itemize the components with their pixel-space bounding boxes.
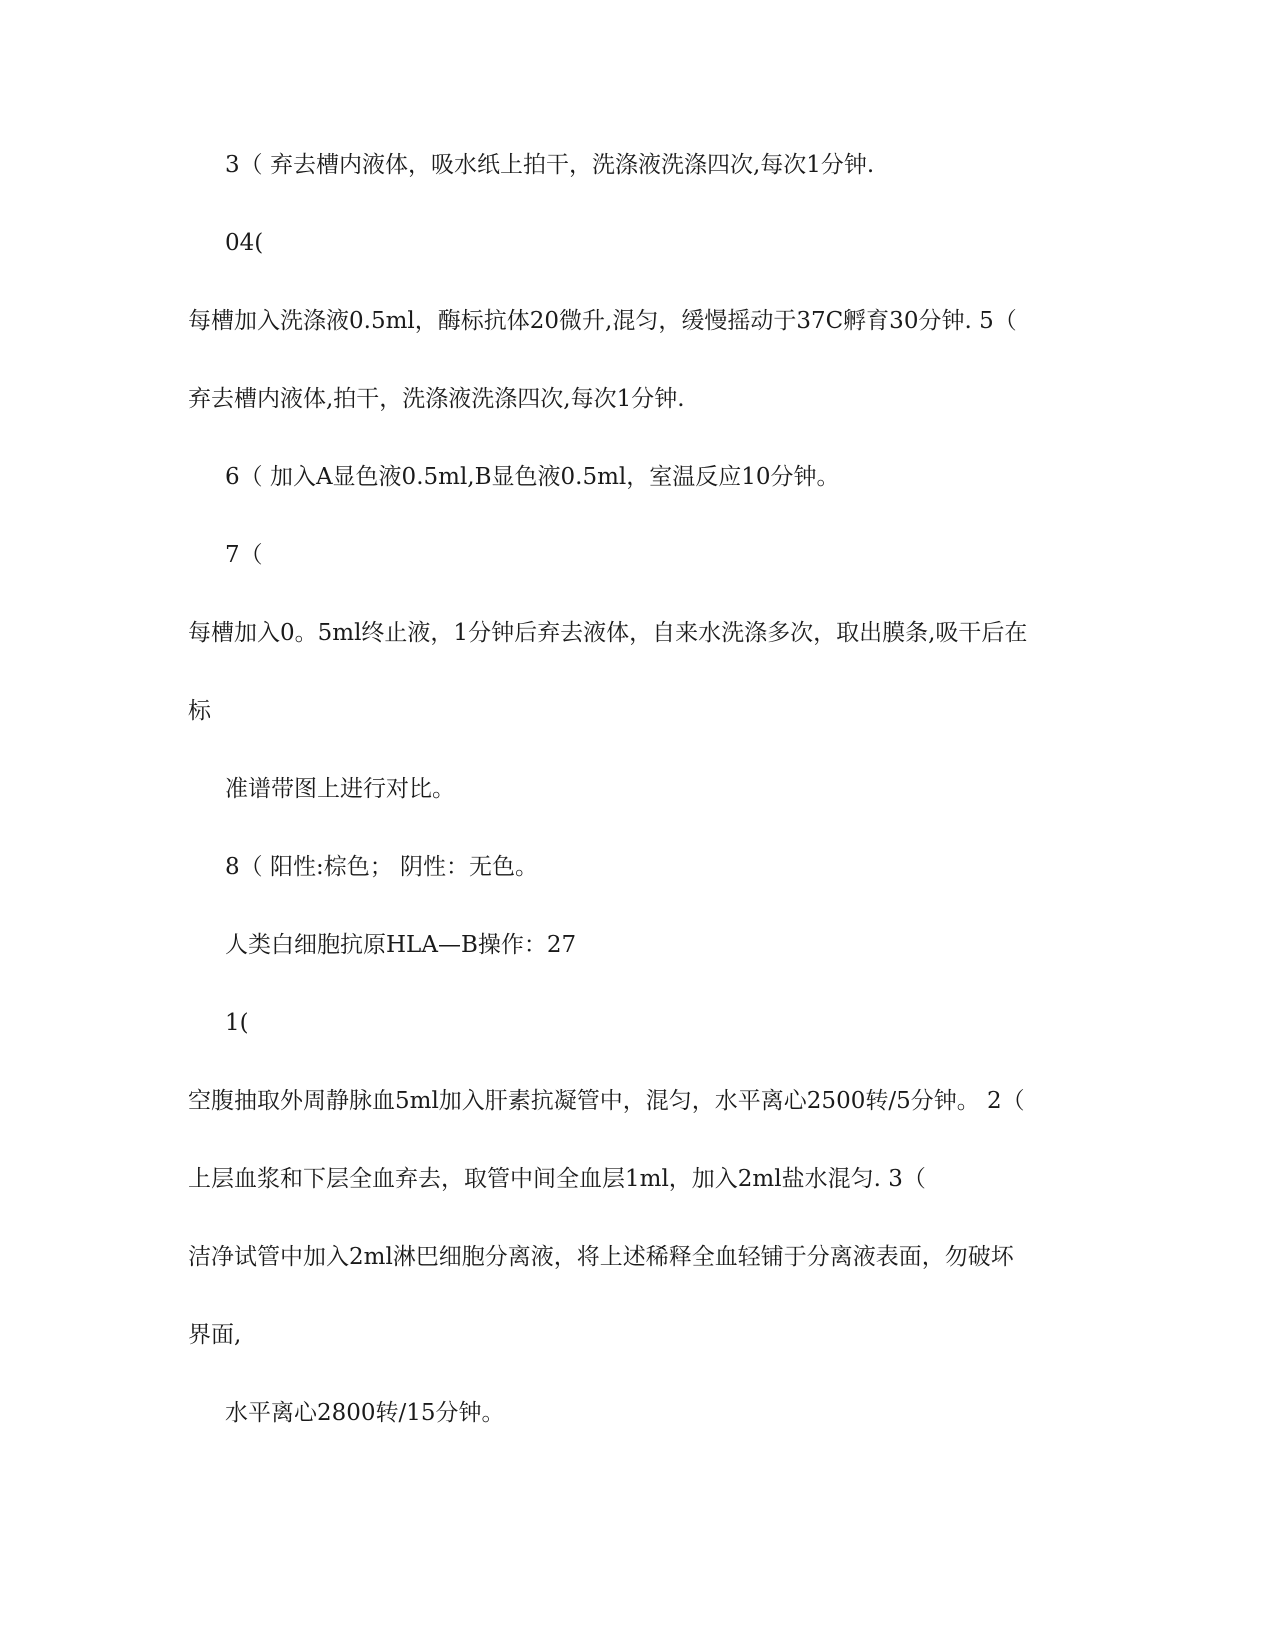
text-line-hla-step-3-continued: 水平离心2800转/15分钟。 <box>225 1400 505 1426</box>
text-line-hla-step-1-number: 1( <box>225 1010 249 1036</box>
text-line-hla-step-2-body: 上层血浆和下层全血弃去，取管中间全血层1ml，加入2ml盐水混匀. 3（ <box>188 1166 926 1192</box>
text-line-hla-step-3-wrap: 界面, <box>188 1322 242 1348</box>
text-line-step-3-wash: 3（ 弃去槽内液体，吸水纸上拍干，洗涤液洗涤四次,每次1分钟. <box>225 152 875 178</box>
text-line-step-7-body: 每槽加入0。5ml终止液，1分钟后弃去液体，自来水洗涤多次，取出膜条,吸干后在 <box>188 620 1028 646</box>
text-line-step-7-continued: 准谱带图上进行对比。 <box>225 776 455 802</box>
text-line-step-7-wrap: 标 <box>188 698 211 724</box>
text-line-step-7-number: 7（ <box>225 542 263 568</box>
text-line-step-5-body: 弃去槽内液体,拍干，洗涤液洗涤四次,每次1分钟. <box>188 386 685 412</box>
text-line-step-8-result: 8（ 阳性:棕色； 阴性：无色。 <box>225 854 539 880</box>
text-line-hla-step-3-body: 洁净试管中加入2ml淋巴细胞分离液，将上述稀释全血轻铺于分离液表面，勿破坏 <box>188 1244 1014 1270</box>
text-line-step-4-body: 每槽加入洗涤液0.5ml，酶标抗体20微升,混匀，缓慢摇动于37C孵育30分钟. 5（ <box>188 308 1017 334</box>
text-line-step-4-number: 04( <box>225 230 264 256</box>
section-heading-hla-b27: 人类白细胞抗原HLA—B操作：27 <box>225 932 577 958</box>
text-line-hla-step-1-body: 空腹抽取外周静脉血5ml加入肝素抗凝管中，混匀，水平离心2500转/5分钟。 2（ <box>188 1088 1025 1114</box>
text-line-step-6: 6（ 加入A显色液0.5ml,B显色液0.5ml，室温反应10分钟。 <box>225 464 840 490</box>
